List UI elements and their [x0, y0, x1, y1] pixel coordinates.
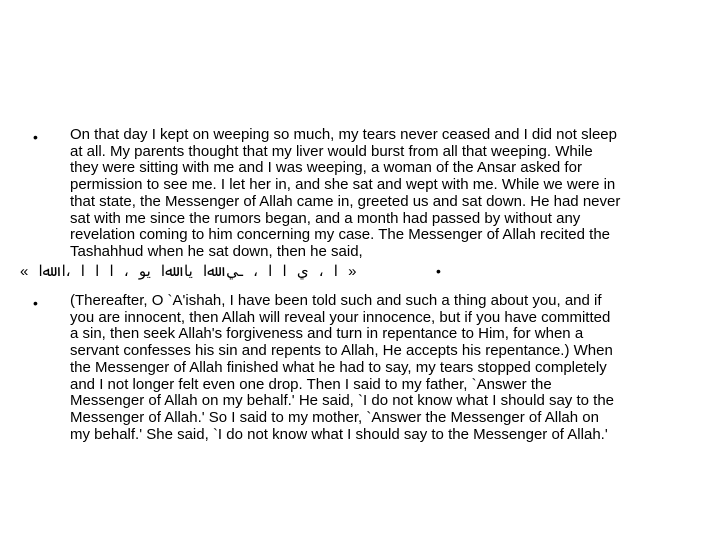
text-line: a sin, then seek Allah's forgiveness and turn in repentance to Him, for when a — [70, 325, 584, 343]
text-line: and I not longer felt even one drop. Then I said to my father, `Answer the — [70, 375, 552, 393]
text-line: my behalf.' She said, `I do not know what I should say to the Messenger of Allah.' — [70, 425, 608, 443]
text-line: permission to see me. I let her in, and she sat and wept with me. While we were in — [70, 176, 616, 194]
text-line: Messenger of Allah on my behalf.' He said, `I do not know what I should say to the — [70, 392, 614, 410]
text-line: (Thereafter, O `A'ishah, I have been told such and such a thing about you, and if — [70, 292, 602, 309]
bullet-marker: • — [33, 129, 38, 145]
text-line: they were sitting with me and I was weeping, a woman of the Ansar asked for — [70, 159, 582, 177]
bullet-marker: • — [436, 263, 441, 279]
text-line: Messenger of Allah.' So I said to my mother, `Answer the Messenger of Allah on — [70, 408, 599, 426]
text-line: Tashahhud when he sat down, then he said, — [70, 242, 363, 260]
text-line: sat with me since the rumors began, and a month had passed by without any — [70, 209, 581, 227]
paragraph-translation — [70, 293, 614, 443]
text-line: servant confesses his sin and repents to Allah, He accepts his repentance.) When — [70, 342, 613, 360]
text-line: at all. My parents thought that my liver would burst from all that weeping. While — [70, 142, 593, 160]
bullet-marker: • — [33, 295, 38, 311]
text-line: the Messenger of Allah finished what he had to say, my tears stopped completely — [70, 358, 607, 376]
paragraph-narration — [70, 127, 620, 261]
text-line: that state, the Messenger of Allah came in, greeted us and sat down. He had never — [70, 192, 621, 210]
arabic-quote: « اﷲ ا، ا ا ا ، وي اﷲ اي اﷲ يـ ، ا ا ي ، ا » — [20, 263, 357, 280]
text-line: revelation coming to him concerning my case. The Messenger of Allah recited the — [70, 226, 610, 244]
text-line: you are innocent, then Allah will reveal your innocence, but if you have committed — [70, 308, 611, 326]
text-line: On that day I kept on weeping so much, my tears never ceased and I did not sleep — [70, 126, 617, 143]
